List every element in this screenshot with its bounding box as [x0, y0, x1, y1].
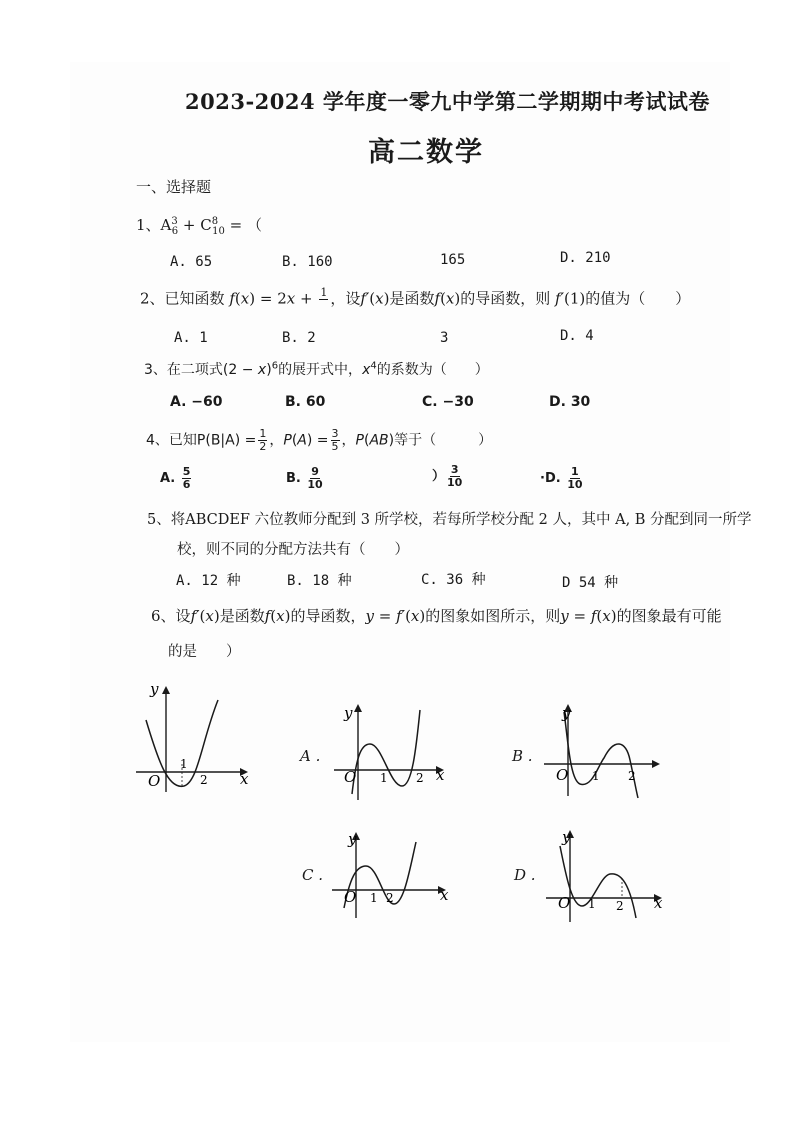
svg-text:2: 2: [616, 899, 624, 913]
graph-option-c-label[interactable]: C .: [302, 866, 324, 884]
exam-title: 2023-2024 学年度一零九中学第二学期期中考试试卷: [185, 89, 710, 114]
svg-text:1: 1: [592, 769, 600, 783]
svg-text:y: y: [344, 704, 353, 722]
q3-option-b[interactable]: B. 60: [285, 394, 326, 410]
q4-option-b[interactable]: B. $\frac{9}{10}$: [286, 465, 323, 491]
q2-option-c[interactable]: 3: [440, 330, 449, 346]
tick-2-label: 2: [200, 773, 208, 787]
q3-option-a[interactable]: A. −60: [170, 394, 223, 410]
question-6-line2: 的是 ）: [168, 644, 241, 660]
q5-option-a[interactable]: A. 12 种: [176, 573, 241, 589]
question-5-line1: 5、将ABCDEF 六位教师分配到 3 所学校，若每所学校分配 2 人，其中 A, B 分配到同一所学: [147, 512, 752, 528]
q4-option-d[interactable]: ·D. $\frac{1}{10}$: [540, 465, 583, 491]
graph-option-a[interactable]: [330, 700, 450, 810]
exam-subtitle: 高二数学: [368, 137, 484, 168]
svg-text:x: x: [436, 766, 445, 784]
svg-text:O: O: [558, 894, 571, 912]
graph-option-c[interactable]: [330, 828, 455, 928]
graph-option-a-label[interactable]: A .: [300, 747, 321, 765]
q1-option-a[interactable]: A. 65: [170, 254, 213, 270]
q1-option-c[interactable]: 165: [440, 252, 466, 268]
svg-text:2: 2: [416, 771, 424, 785]
svg-text:1: 1: [370, 891, 378, 905]
q1-option-b[interactable]: B. 160: [282, 254, 333, 270]
question-1: 1、$A^3_6 + C^8_{10}$ = （: [136, 216, 262, 237]
q4-option-a[interactable]: A. $\frac{5}{6}$: [160, 465, 191, 491]
svg-text:x: x: [440, 886, 449, 904]
q2-option-b[interactable]: B. 2: [282, 330, 316, 346]
q5-option-b[interactable]: B. 18 种: [287, 573, 352, 589]
svg-text:1: 1: [588, 897, 596, 911]
section-title: 一、选择题: [136, 178, 212, 196]
svg-text:1: 1: [380, 771, 388, 785]
graph-option-b-label[interactable]: B .: [512, 747, 533, 765]
q2-option-a[interactable]: A. 1: [174, 330, 208, 346]
svg-text:y: y: [562, 828, 571, 846]
q3-option-d[interactable]: D. 30: [549, 394, 591, 410]
question-5-line2: 校，则不同的分配方法共有（ ）: [177, 542, 409, 558]
q5-option-c[interactable]: C. 36 种: [421, 572, 486, 588]
svg-text:x: x: [654, 894, 663, 912]
q1-option-d[interactable]: D. 210: [560, 250, 611, 266]
graph-option-d[interactable]: [544, 826, 669, 926]
svg-text:y: y: [348, 830, 357, 848]
x-axis-label: x: [240, 770, 249, 788]
svg-text:2: 2: [628, 769, 636, 783]
svg-text:2: 2: [386, 891, 394, 905]
svg-text:O: O: [344, 888, 357, 906]
q5-option-d[interactable]: D 54 种: [562, 575, 619, 591]
tick-1-label: 1: [180, 757, 188, 771]
graph-option-b[interactable]: [542, 700, 667, 810]
question-6-line1: 6、设f′(x)是函数f(x)的导函数，y = f′(x)的图象如图所示，则y = f(x)的图象最有可能: [151, 607, 722, 625]
question-2: 2、已知函数 f(x) = 2x + 1 ，设f′(x)是函数f(x)的导函数，则 f′(1)的值为（ ）: [140, 286, 691, 308]
graph-option-d-label[interactable]: D .: [514, 866, 536, 884]
q3-option-c[interactable]: C. −30: [422, 394, 474, 410]
derivative-graph: [128, 680, 258, 800]
question-4: 4、已知P(B|A) = $\frac{1}{2}$ ，P(A) = $\frac{3}{5}$ ，P(AB)等于（ ）: [146, 427, 493, 453]
q2-option-d[interactable]: D. 4: [560, 328, 594, 344]
question-3: 3、在二项式$(2 - x)^6$的展开式中，$x^4$的系数为（ ）: [144, 360, 489, 378]
q4-option-c[interactable]: ） $\frac{3}{10}$: [432, 463, 463, 489]
svg-text:O: O: [344, 768, 357, 786]
origin-label: O: [148, 772, 161, 790]
svg-text:O: O: [556, 766, 569, 784]
svg-text:y: y: [562, 704, 571, 722]
y-axis-label: y: [150, 680, 159, 698]
